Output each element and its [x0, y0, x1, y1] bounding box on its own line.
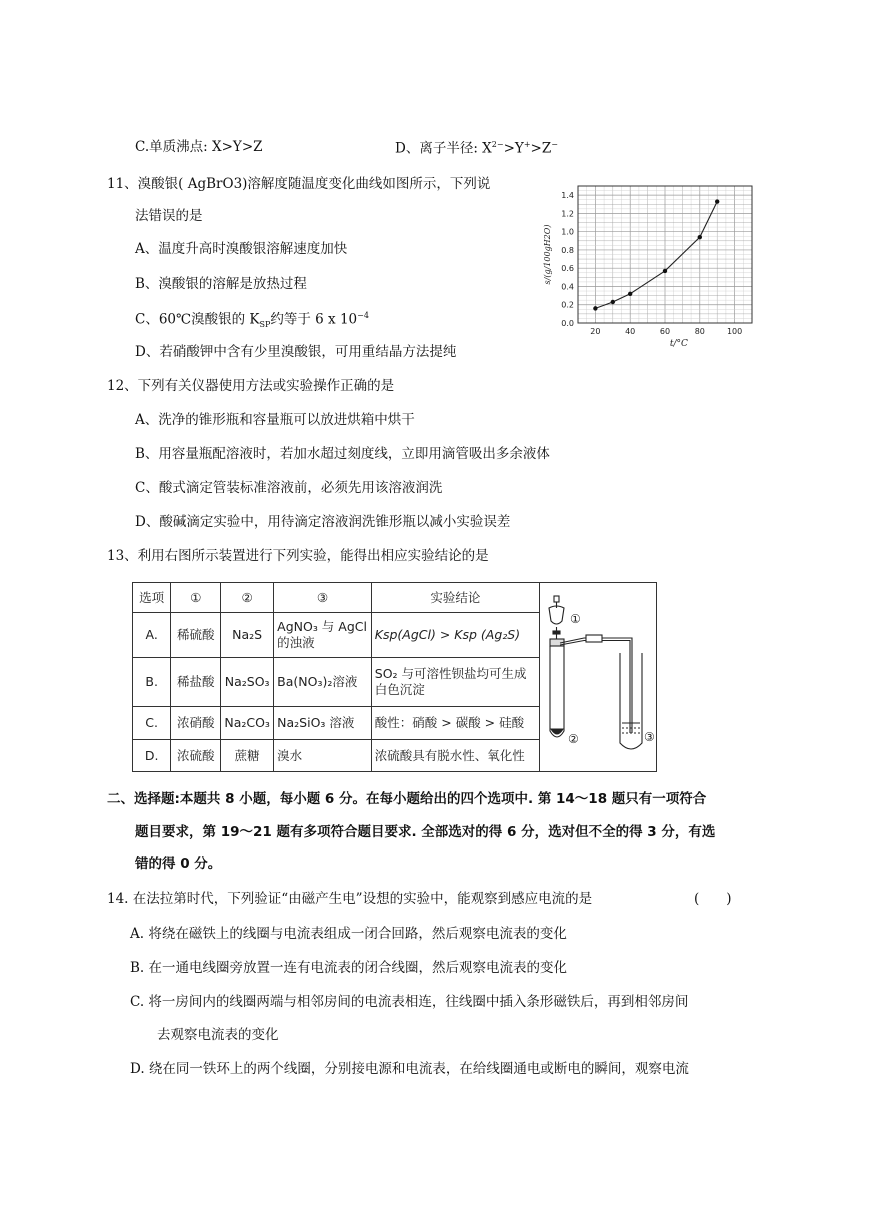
apparatus-cell [539, 583, 656, 772]
label-reagent-3: ③ [643, 730, 655, 745]
q11-stem-line2: 法错误的是 [135, 208, 203, 224]
row-b-option: B. [133, 658, 171, 707]
y-tick-label: 1.4 [561, 191, 574, 201]
q11-option-c: C、60℃溴酸银的 $K_{SP}$约等于 6 x $10^{-4}$ [135, 311, 369, 330]
section2-line2: 题目要求，第 19～21 题有多项符合题目要求. 全部选对的得 6 分，选对但不全的得 3 分，有选 [135, 824, 716, 840]
q14-option-c-line2: 去观察电流表的变化 [157, 1027, 279, 1043]
test-tube-left-icon [550, 646, 564, 737]
y-axis-label: s/(g/100gH2O) [543, 224, 552, 285]
q11-option-d: D、若硝酸钾中含有少里溴酸银，可用重结晶方法提纯 [135, 344, 457, 360]
x-tick-label: 60 [659, 327, 671, 336]
header-option: 选项 [133, 583, 171, 613]
x-tick-label: 100 [726, 327, 743, 336]
chart-grid [578, 186, 752, 323]
section2-line1: 二、选择题:本题共 8 小题，每小题 6 分。在每小题给出的四个选项中. 第 14～18 题只有一项符合 [107, 791, 707, 807]
q14-option-c-line1: C. 将一房间内的线圈两端与相邻房间的电流表相连，往线圈中插入条形磁铁后，再到相邻房间 [130, 994, 689, 1010]
row-b-reagent-1: 稀盐酸 [171, 658, 221, 707]
y-tick-label: 0.4 [561, 282, 574, 292]
row-d-conclusion: 浓硫酸具有脱水性、氧化性 [371, 740, 539, 772]
header-reagent-3: ③ [274, 583, 372, 613]
row-b-reagent-3: Ba(NO₃)₂溶液 [274, 658, 372, 707]
section2-line3: 错的得 0 分。 [135, 856, 222, 872]
apparatus-figure [540, 583, 656, 767]
x-tick-label: 40 [625, 327, 636, 336]
row-d-reagent-3: 溴水 [274, 740, 372, 772]
row-d-reagent-1: 浓硫酸 [171, 740, 221, 772]
x-tick-label: 20 [590, 327, 601, 336]
data-point [628, 292, 632, 296]
x-axis-label: t/°C [669, 339, 688, 349]
y-tick-label: 1.0 [561, 227, 574, 237]
q11-option-a: A、温度升高时溴酸银溶解速度加快 [135, 241, 348, 257]
q12-option-c: C、酸式滴定管装标准溶液前，必须先用该溶液润洗 [135, 480, 443, 496]
data-point [611, 300, 615, 304]
q14-answer-paren: ( ) [694, 891, 732, 907]
row-a-reagent-2: Na₂S [221, 613, 274, 658]
y-tick-label: 0.0 [561, 319, 574, 328]
data-point [698, 235, 702, 239]
table-header-row [133, 583, 657, 613]
experiment-table [132, 582, 657, 772]
separatory-funnel-icon [549, 596, 564, 641]
row-d-option: D. [133, 740, 171, 772]
q14-option-b: B. 在一通电线圈旁放置一连有电流表的闭合线圈，然后观察电流表的变化 [130, 960, 568, 976]
row-a-option: A. [133, 613, 171, 658]
row-c-reagent-2: Na₂CO₃ [221, 707, 274, 740]
q11-option-b: B、溴酸银的溶解是放热过程 [135, 276, 307, 292]
row-b-conclusion: SO₂ 与可溶性钡盐均可生成白色沉淀 [371, 658, 539, 707]
data-point [715, 199, 719, 203]
header-reagent-1: ① [171, 583, 221, 613]
row-a-reagent-3: AgNO₃ 与 AgCl 的浊液 [274, 613, 372, 658]
q11-stem-line1: 11、溴酸银( AgBrO3)溶解度随温度变化曲线如图所示，下列说 [107, 176, 491, 192]
row-c-option: C. [133, 707, 171, 740]
q12-option-b: B、用容量瓶配溶液时，若加水超过刻度线，立即用滴管吸出多余液体 [135, 446, 550, 462]
solubility-chart [530, 176, 770, 351]
data-point [593, 306, 597, 310]
header-reagent-2: ② [221, 583, 274, 613]
x-tick-label: 80 [694, 327, 705, 336]
label-reagent-2: ② [567, 732, 579, 747]
row-d-reagent-2: 蔗糖 [221, 740, 274, 772]
q14-stem: 14. 在法拉第时代，下列验证“由磁产生电”设想的实验中，能观察到感应电流的是 [107, 891, 593, 907]
row-c-reagent-3: Na₂SiO₃ 溶液 [274, 707, 372, 740]
row-a-conclusion: Ksp(AgCl) > Ksp (Ag₂S) [371, 613, 539, 658]
row-c-reagent-1: 浓硝酸 [171, 707, 221, 740]
y-tick-label: 0.2 [561, 300, 574, 310]
q10-option-d: D、离子半径: $X^{2-}>Y^+>Z^-$ [395, 140, 558, 157]
row-a-reagent-1: 稀硫酸 [171, 613, 221, 658]
label-reagent-1: ① [569, 612, 581, 627]
q12-stem: 12、下列有关仪器使用方法或实验操作正确的是 [107, 378, 395, 394]
q10-option-c: C.单质沸点: X>Y>Z [135, 139, 263, 155]
data-point [663, 269, 667, 273]
q14-option-a: A. 将绕在磁铁上的线圈与电流表组成一闭合回路，然后观察电流表的变化 [130, 926, 567, 942]
header-conclusion: 实验结论 [371, 583, 539, 613]
row-b-reagent-2: Na₂SO₃ [221, 658, 274, 707]
row-c-conclusion: 酸性：硝酸 > 碳酸 > 硅酸 [371, 707, 539, 740]
y-tick-label: 1.2 [561, 209, 574, 219]
test-tube-right-icon [620, 653, 642, 749]
q13-stem: 13、利用右图所示装置进行下列实验，能得出相应实验结论的是 [107, 548, 489, 564]
q14-option-d: D. 绕在同一铁环上的两个线圈，分别接电源和电流表，在给线圈通电或断电的瞬间，观察电流 [130, 1061, 689, 1077]
q12-option-d: D、酸碱滴定实验中，用待滴定溶液润洗锥形瓶以减小实验误差 [135, 514, 511, 530]
q12-option-a: A、洗净的锥形瓶和容量瓶可以放进烘箱中烘干 [135, 412, 415, 428]
y-tick-label: 0.8 [561, 245, 574, 255]
y-tick-label: 0.6 [561, 264, 574, 274]
